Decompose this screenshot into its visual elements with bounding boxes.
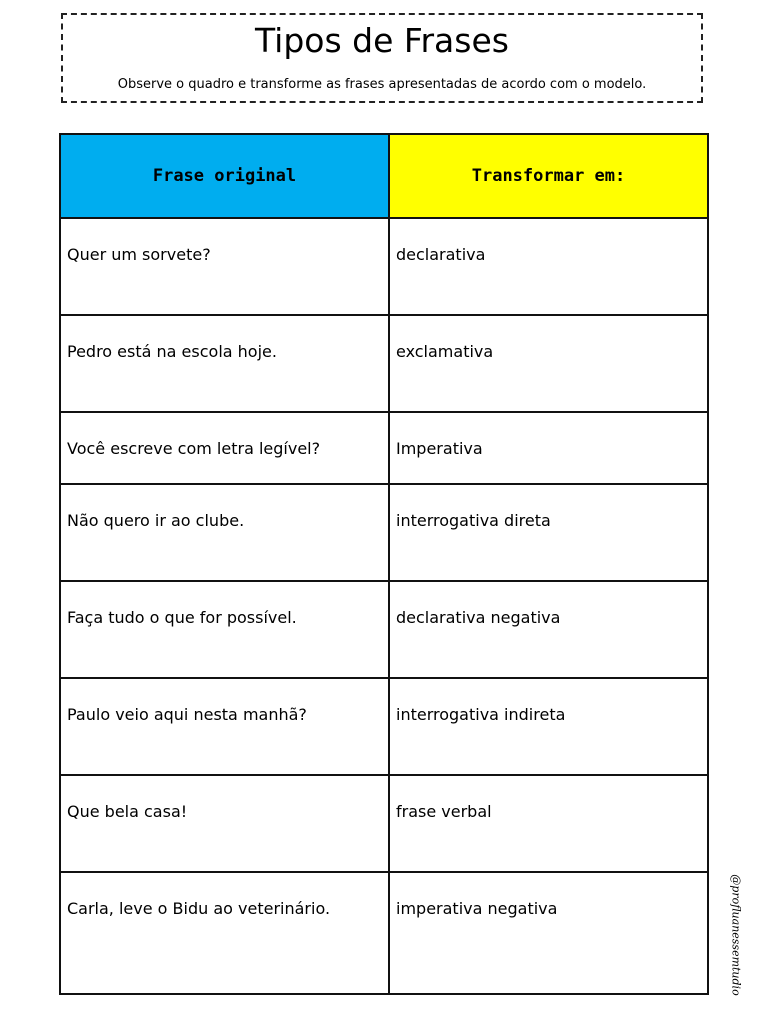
- header-box: [61, 13, 703, 103]
- exercise-table: [59, 133, 709, 995]
- header-frase-original: Frase original: [60, 134, 389, 218]
- target-type: declarativa negativa: [389, 581, 708, 678]
- original-sentence: Pedro está na escola hoje.: [60, 315, 389, 412]
- table-row: [60, 218, 708, 315]
- original-sentence: Quer um sorvete?: [60, 218, 389, 315]
- target-type: imperativa negativa: [389, 872, 708, 994]
- header-transformar-em: Transformar em:: [389, 134, 708, 218]
- target-type: interrogativa indireta: [389, 678, 708, 775]
- table-row: [60, 412, 708, 484]
- original-sentence: Você escreve com letra legível?: [60, 412, 389, 484]
- target-type: Imperativa: [389, 412, 708, 484]
- target-type: declarativa: [389, 218, 708, 315]
- watermark: [716, 874, 756, 996]
- table-row: [60, 678, 708, 775]
- table-header-row: [60, 134, 708, 218]
- watermark-text: @profluanessemtudio: [729, 874, 743, 996]
- original-sentence: Paulo veio aqui nesta manhã?: [60, 678, 389, 775]
- table-row: [60, 315, 708, 412]
- target-type: frase verbal: [389, 775, 708, 872]
- page-title: Tipos de Frases: [255, 21, 509, 60]
- table-row: [60, 872, 708, 994]
- original-sentence: Não quero ir ao clube.: [60, 484, 389, 581]
- table-row: [60, 775, 708, 872]
- instructions: Observe o quadro e transforme as frases apresentadas de acordo com o modelo.: [117, 77, 647, 92]
- target-type: interrogativa direta: [389, 484, 708, 581]
- original-sentence: Que bela casa!: [60, 775, 389, 872]
- target-type: exclamativa: [389, 315, 708, 412]
- original-sentence: Carla, leve o Bidu ao veterinário.: [60, 872, 389, 994]
- table-row: [60, 484, 708, 581]
- original-sentence: Faça tudo o que for possível.: [60, 581, 389, 678]
- table-row: [60, 581, 708, 678]
